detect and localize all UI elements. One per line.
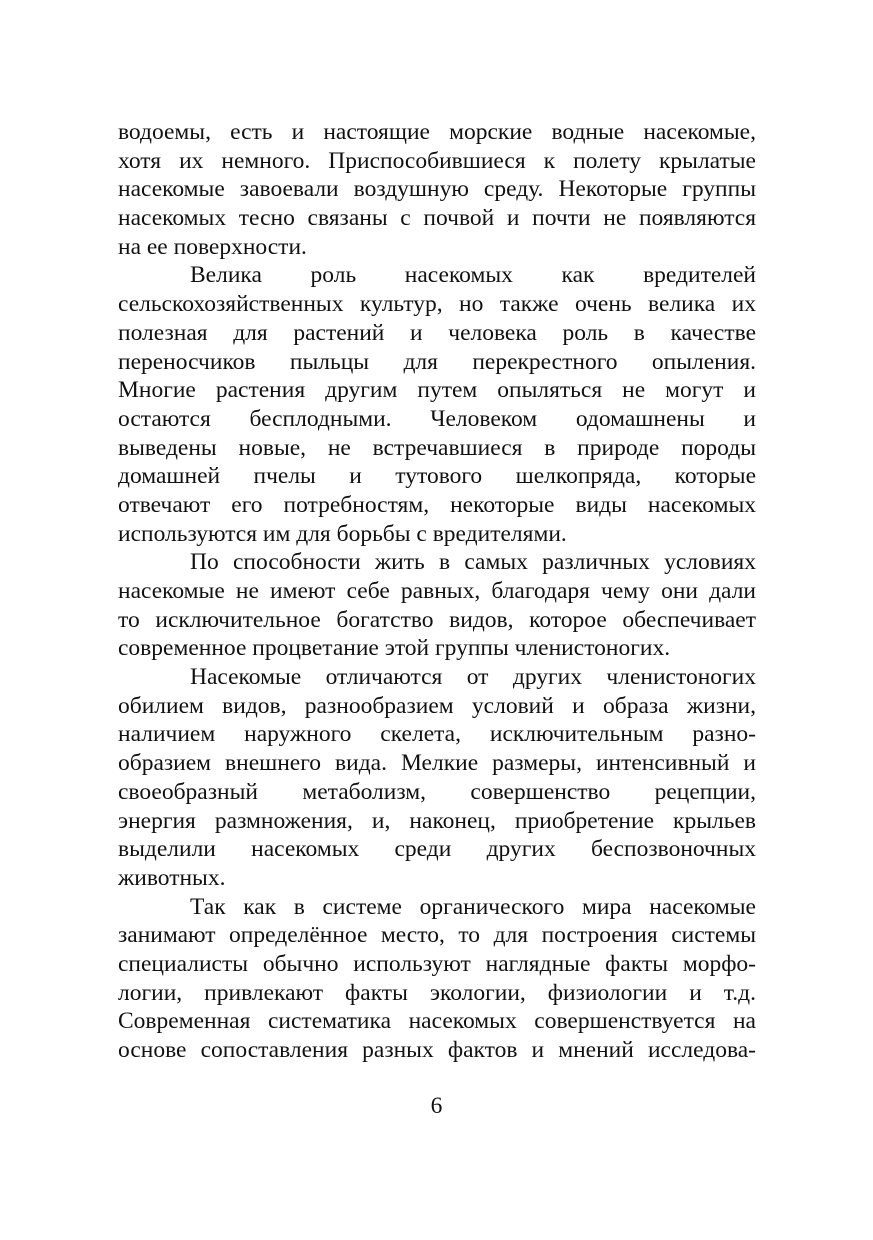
text-line: хотя их немного. Приспособившиеся к полету крылатые bbox=[118, 147, 756, 174]
text-line: то исключительное богатство видов, которое обеспечивает bbox=[118, 606, 756, 633]
text-line: отвечают его потребностям, некоторые виды насекомых bbox=[118, 491, 756, 518]
text-line: насекомых тесно связаны с почвой и почти не появляются bbox=[118, 205, 756, 232]
text-line: насекомые не имеют себе равных, благодаря чему они дали bbox=[118, 578, 756, 604]
text-line: насекомые завоевали воздушную среду. Некоторые группы bbox=[118, 176, 756, 203]
text-line: полезная для растений и человека роль в качестве bbox=[118, 319, 756, 346]
text-line: современное процветание этой группы членистоногих. bbox=[118, 635, 671, 662]
paragraph-first-line: Велика роль насекомых как вредителей bbox=[190, 262, 756, 289]
body-text bbox=[118, 118, 756, 1065]
text-line: переносчиков пыльцы для перекрестного опыления. bbox=[118, 348, 756, 375]
text-line: энергия размножения, и, наконец, приобретение крыльев bbox=[118, 807, 756, 834]
text-line: выведены новые, не встречавшиеся в природе породы bbox=[118, 434, 756, 461]
text-line: Многие растения другим путем опыляться не могут и bbox=[118, 377, 756, 404]
text-line: образием внешнего вида. Мелкие размеры, интенсивный и bbox=[118, 750, 756, 777]
text-line: остаются бесплодными. Человеком одомашнены и bbox=[118, 405, 756, 432]
text-line: домашней пчелы и тутового шелкопряда, которые bbox=[118, 463, 756, 490]
text-line: логии, привлекают факты экологии, физиологии и т.д. bbox=[118, 979, 756, 1006]
text-line: на ее поверхности. bbox=[118, 233, 307, 260]
text-line: наличием наружного скелета, исключительным разно- bbox=[118, 721, 756, 748]
text-line: сельскохозяйственных культур, но также очень велика их bbox=[118, 291, 756, 318]
text-line: обилием видов, разнообразием условий и образа жизни, bbox=[118, 692, 756, 719]
text-line: используются им для борьбы с вредителями. bbox=[118, 520, 567, 547]
page-number: 6 bbox=[430, 1093, 443, 1119]
text-line: своеобразный метаболизм, совершенство рецепции, bbox=[118, 778, 756, 805]
text-line: выделили насекомых среди других беспозвоночных bbox=[118, 836, 756, 863]
text-line: занимают определённое место, то для построения системы bbox=[118, 922, 756, 949]
text-line: Современная систематика насекомых совершенствуется на bbox=[118, 1008, 756, 1035]
paragraph-first-line: Так как в системе органического мира насекомые bbox=[190, 893, 756, 920]
text-line: основе сопоставления разных фактов и мнений исследова- bbox=[118, 1037, 756, 1063]
text-line: животных. bbox=[118, 864, 226, 891]
text-line: водоемы, есть и настоящие морские водные насекомые, bbox=[118, 119, 756, 145]
paragraph-first-line: Насекомые отличаются от других членистоногих bbox=[190, 664, 756, 691]
paragraph-first-line: По способности жить в самых различных условиях bbox=[190, 549, 756, 576]
text-line: специалисты обычно используют наглядные факты морфо- bbox=[118, 950, 756, 977]
